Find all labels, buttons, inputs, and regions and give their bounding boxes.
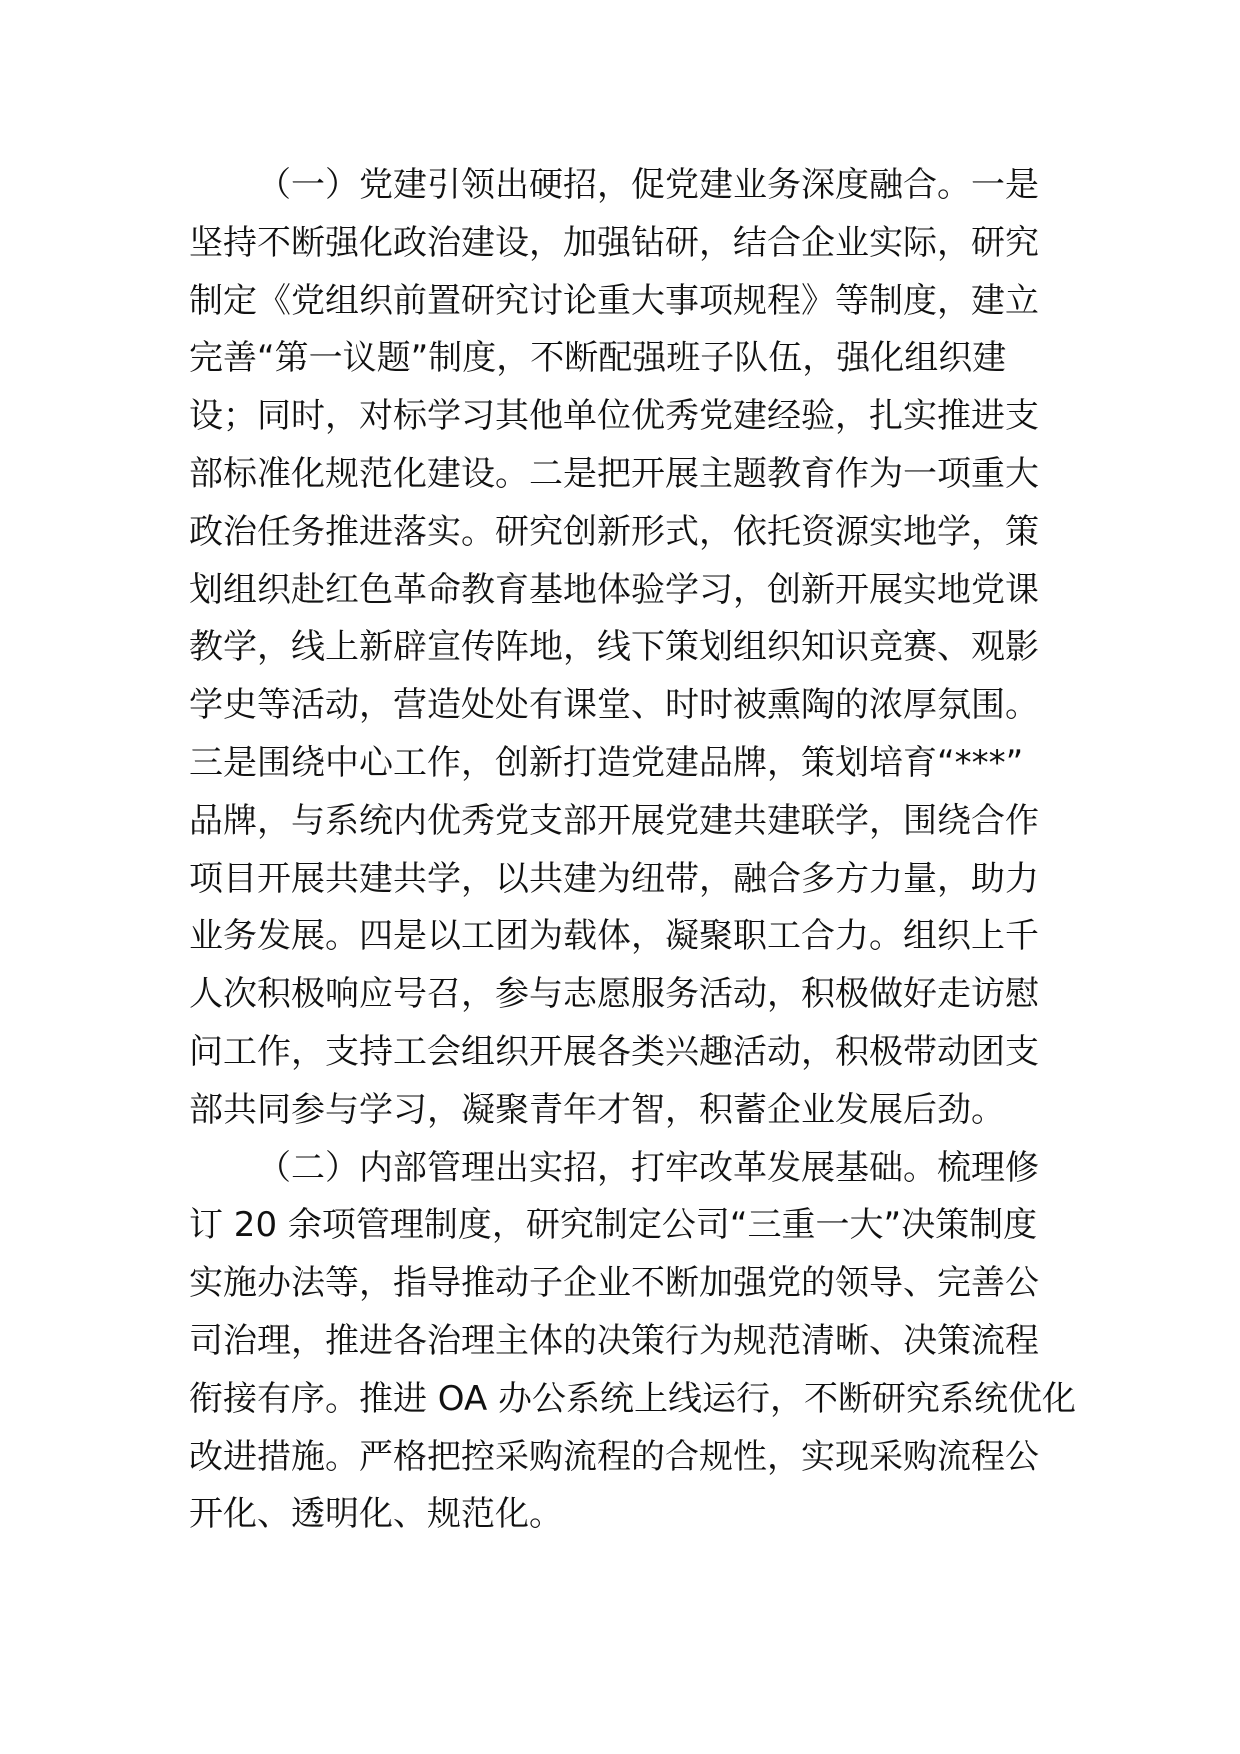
paragraph-line: 政治任务推进落实。研究创新形式，依托资源实地学，策 <box>189 511 1039 552</box>
paragraph-line: 部共同参与学习，凝聚青年才智，积蓄企业发展后劲。 <box>189 1089 1005 1130</box>
paragraph-line: 部标准化规范化建设。二是把开展主题教育作为一项重大 <box>189 453 1039 494</box>
paragraph-line: 划组织赴红色革命教育基地体验学习，创新开展实地党课 <box>189 569 1039 610</box>
paragraph-line: （一）党建引领出硬招，促党建业务深度融合。一是 <box>257 165 1039 205</box>
paragraph-line: 学史等活动，营造处处有课堂、时时被熏陶的浓厚氛围。 <box>189 685 1039 726</box>
paragraph-line: 实施办法等，指导推动子企业不断加强党的领导、完善公 <box>189 1263 1039 1304</box>
paragraph-line: 坚持不断强化政治建设，加强钻研，结合企业实际，研究 <box>189 222 1039 263</box>
paragraph-line: 问工作，支持工会组织开展各类兴趣活动，积极带动团支 <box>189 1031 1039 1072</box>
paragraph-line: 教学，线上新辟宣传阵地，线下策划组织知识竞赛、观影 <box>189 627 1039 668</box>
paragraph-line: 品牌，与系统内优秀党支部开展党建共建联学，围绕合作 <box>189 800 1039 841</box>
paragraph-line: 人次积极响应号召，参与志愿服务活动，积极做好走访慰 <box>189 974 1039 1015</box>
paragraph-line: 衔接有序。推进 OA 办公系统上线运行，不断研究系统优化 <box>189 1378 1077 1419</box>
paragraph-line: 完善“第一议题”制度，不断配强班子队伍，强化组织建 <box>189 338 1007 379</box>
paragraph-line: 司治理，推进各治理主体的决策行为规范清晰、决策流程 <box>189 1320 1039 1361</box>
paragraph-line: 改进措施。严格把控采购流程的合规性，实现采购流程公 <box>189 1436 1039 1477</box>
paragraph-line: 开化、透明化、规范化。 <box>189 1494 563 1535</box>
paragraph-line: 订 20 余项管理制度，研究制定公司“三重一大”决策制度 <box>189 1205 1038 1246</box>
paragraph-line: 项目开展共建共学，以共建为纽带，融合多方力量，助力 <box>189 858 1039 899</box>
paragraph-line: 制定《党组织前置研究讨论重大事项规程》等制度，建立 <box>189 280 1039 321</box>
paragraph-party-building <box>189 157 1069 1140</box>
document-body <box>189 157 1077 1544</box>
paragraph-line: 设；同时，对标学习其他单位优秀党建经验，扎实推进支 <box>189 396 1039 437</box>
paragraph-line: 业务发展。四是以工团为载体，凝聚职工合力。组织上千 <box>189 916 1039 957</box>
paragraph-line: （二）内部管理出实招，打牢改革发展基础。梳理修 <box>257 1147 1039 1188</box>
paragraph-line: 三是围绕中心工作，创新打造党建品牌，策划培育“***” <box>189 742 1024 783</box>
paragraph-internal-management <box>189 1140 1077 1545</box>
